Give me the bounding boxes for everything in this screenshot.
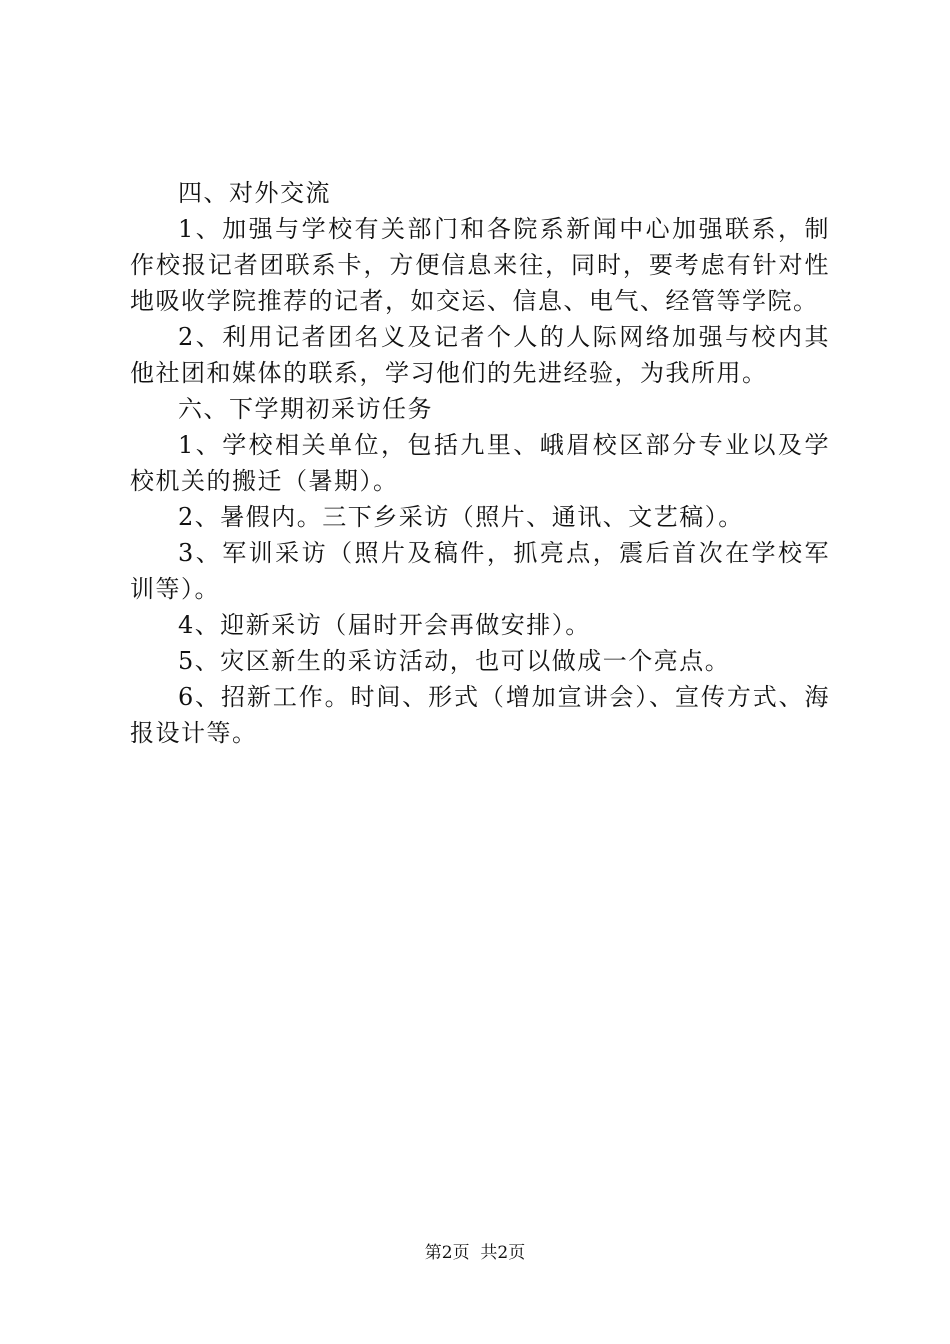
paragraph: 6、招新工作。时间、形式（增加宣讲会）、宣传方式、海报设计等。 [130,683,830,747]
document-body [130,175,830,751]
paragraph: 3、军训采访（照片及稿件，抓亮点，震后首次在学校军训等）。 [130,539,830,603]
paragraph: 4、迎新采访（届时开会再做安排）。 [178,611,591,639]
section-heading-interview-tasks: 六、下学期初采访任务 [178,395,433,423]
paragraph: 1、学校相关单位，包括九里、峨眉校区部分专业以及学校机关的搬迁（暑期）。 [130,431,830,495]
page-footer [0,1242,950,1264]
paragraph: 5、灾区新生的采访活动，也可以做成一个亮点。 [178,647,731,675]
paragraph: 2、利用记者团名义及记者个人的人际网络加强与校内其他社团和媒体的联系，学习他们的先进经验，为我所用。 [130,323,830,387]
paragraph: 2、暑假内。三下乡采访（照片、通讯、文艺稿）。 [178,503,744,531]
paragraph: 1、加强与学校有关部门和各院系新闻中心加强联系，制作校报记者团联系卡，方便信息来往，同时，要考虑有针对性地吸收学院推荐的记者，如交运、信息、电气、经管等学院。 [130,215,830,315]
page-number: 第2页 共2页 [424,1243,526,1263]
section-heading-external-exchange: 四、对外交流 [178,179,331,207]
